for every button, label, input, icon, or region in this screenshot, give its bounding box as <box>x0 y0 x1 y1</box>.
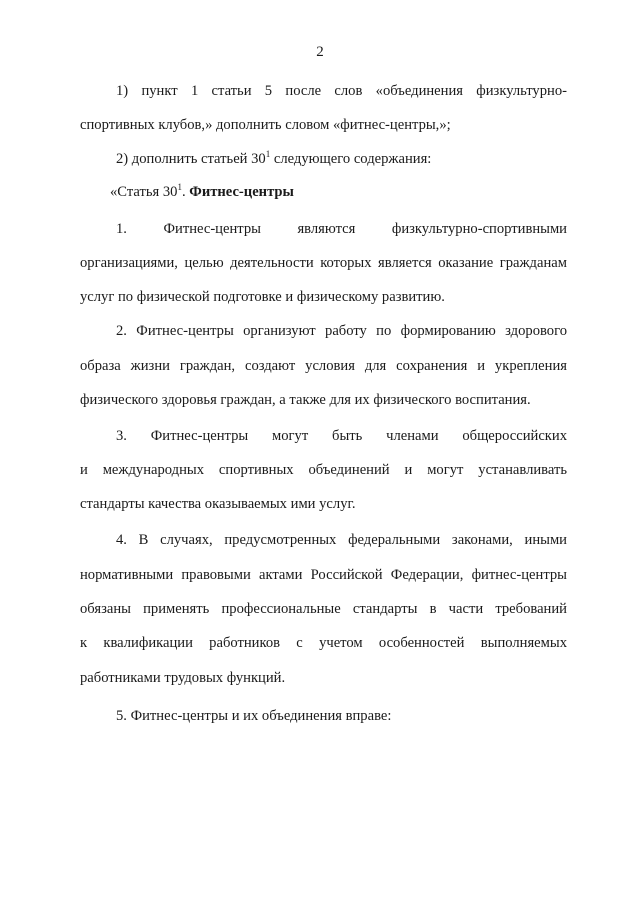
item-1-line-2: организациями, целью деятельности которых является оказание гражданам <box>80 255 567 271</box>
item-4-line-3: обязаны применять профессиональные стандарты в части требований <box>80 601 567 617</box>
item-5-line-1: 5. Фитнес-центры и их объединения вправе: <box>116 708 392 724</box>
item-2-line-3: физического здоровья граждан, а также для их физического воспитания. <box>80 392 531 408</box>
paragraph-1-line-1: 1) пункт 1 статьи 5 после слов «объединения физкультурно- <box>116 83 567 99</box>
item-3-line-2: и международных спортивных объединений и могут устанавливать <box>80 462 567 478</box>
article-heading-superscript: 1 <box>177 182 182 192</box>
item-3-line-1: 3. Фитнес-центры могут быть членами общероссийских <box>116 428 567 444</box>
item-1-line-1: 1. Фитнес-центры являются физкультурно-спортивными <box>116 221 567 237</box>
item-1-line-3: услуг по физической подготовке и физическому развитию. <box>80 289 445 305</box>
paragraph-2-text-end: следующего содержания: <box>270 151 432 167</box>
item-2-line-1: 2. Фитнес-центры организуют работу по формированию здорового <box>116 323 567 339</box>
paragraph-2-superscript: 1 <box>265 149 271 159</box>
item-2-line-2: образа жизни граждан, создают условия для сохранения и укрепления <box>80 358 567 374</box>
page-number: 2 <box>316 44 324 60</box>
item-4-line-2: нормативными правовыми актами Российской Федерации, фитнес-центры <box>80 567 567 583</box>
item-4-line-4: к квалификации работников с учетом особенностей выполняемых <box>80 635 567 651</box>
item-4-line-1: 4. В случаях, предусмотренных федеральными законами, иными <box>116 532 567 548</box>
article-heading <box>110 183 597 201</box>
paragraph-2-text: 2) дополнить статьей 30 <box>116 151 266 167</box>
article-heading-title: Фитнес-центры <box>189 184 294 200</box>
item-3-line-3: стандарты качества оказываемых ими услуг. <box>80 496 356 512</box>
article-heading-dot: . <box>181 184 190 200</box>
article-heading-prefix: «Статья 30 <box>110 184 178 200</box>
item-4-line-5: работниками трудовых функций. <box>80 670 286 686</box>
paragraph-2 <box>116 150 567 168</box>
paragraph-1-line-2: спортивных клубов,» дополнить словом «фитнес-центры,»; <box>80 117 451 133</box>
